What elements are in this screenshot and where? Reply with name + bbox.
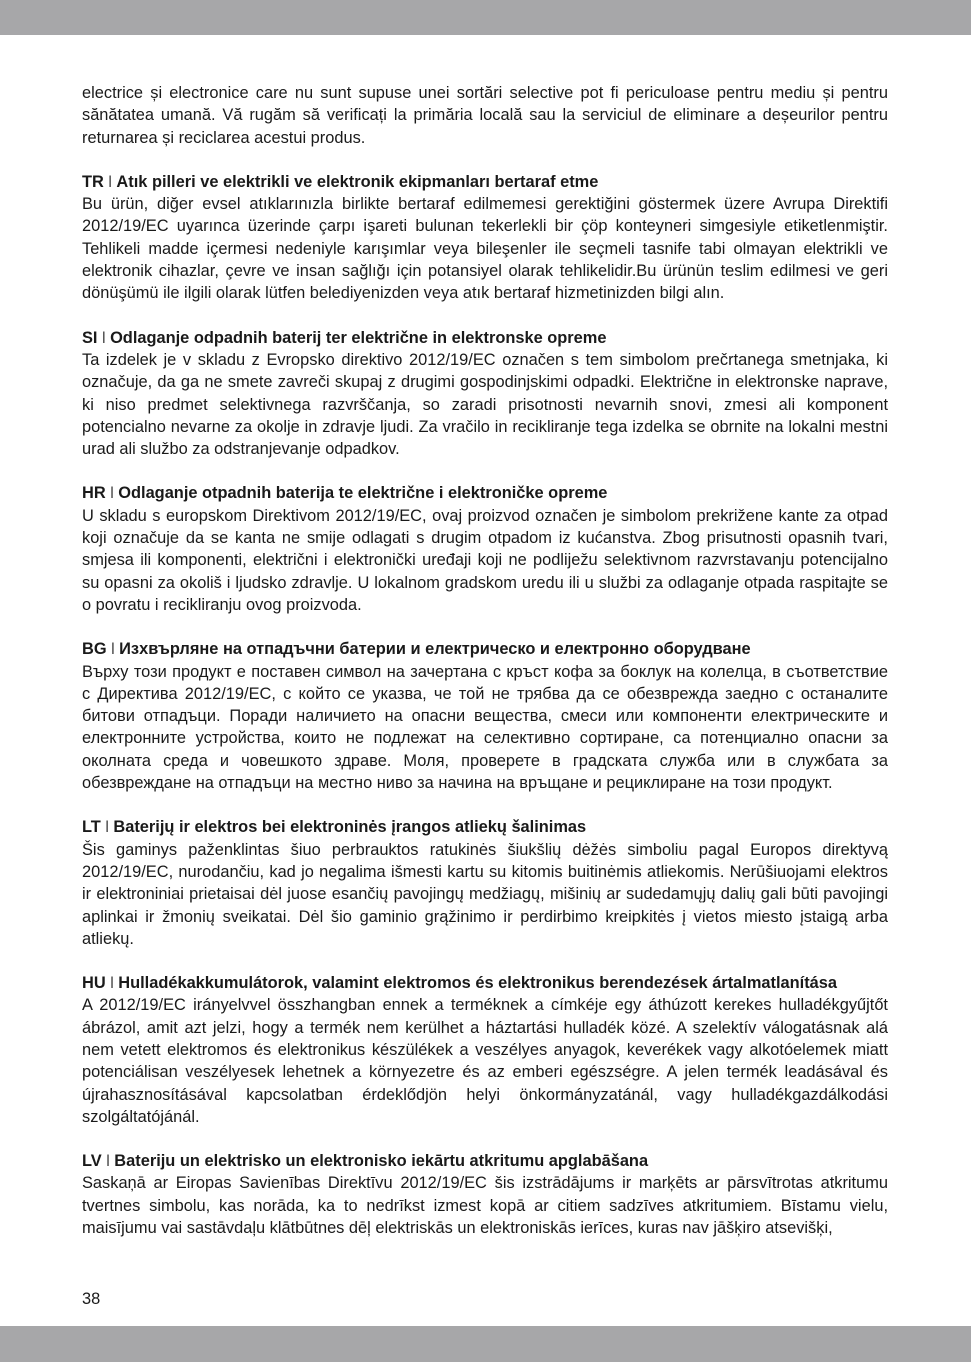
section-code: BG (82, 640, 107, 659)
section-si (82, 327, 888, 461)
section-bg (82, 638, 888, 794)
section-title (82, 816, 888, 838)
section-heading: Bateriju un elektrisko un elektronisko iekārtu atkritumu apglabāšana (114, 1152, 649, 1171)
section-code: HU (82, 974, 106, 993)
section-body: A 2012/19/EC irányelvvel összhangban ennek a terméknek a címkéje egy áthúzott kerekes hulladékgyűjtőt ábrázol, amit azt jelzi, hogy a termék nem kerülhet a háztartási hulladék közé. A szelektív válogatásnak alá nem vetett elektromos és elektronikus készülékek a veszélyes anyagok, keverékek vagy alkotóelemek miatt potenciálisan veszélyesek lehetnek a környezetre és az emberi egészségre. A jelen termék leadásával és újrahasznosításával kapcsolatban érdeklődjön helyi önkormányzatánál, vagy hulladékgazdálkodási szolgáltatójánál. (82, 996, 888, 1126)
section-title (82, 171, 888, 193)
section-code: LT (82, 818, 101, 837)
section-heading: Odlaganje odpadnih baterij ter električne in elektronske opreme (110, 328, 607, 347)
title-separator: I (104, 818, 110, 837)
section-title (82, 638, 888, 660)
section-body: Šis gaminys paženklintas šiuo perbrauktos ratukinės šiukšlių dėžės simboliu pagal Europos direktyvą 2012/19/EC, nurodančiu, kad jo negalima išmesti kartu su kitomis buitinėmis atliekomis. Nerūšiuojami elektros ir elektroniniai prietaisai dėl juose esančių pavojingų medžiagų, mišinių ar sudedamųjų dalių gali būti pavojingi aplinkai ir žmonių sveikatai. Dėl šio gaminio grąžinimo ir perdirbimo kreipkitės į vietos miesto įstaigą arba atliekų. (82, 840, 888, 948)
intro-paragraph: electrice și electronice care nu sunt supuse unei sortări selective pot fi periculoase pentru mediu și pentru sănătatea umană. Vă rugăm să verificați la primăria locală sau la serviciul de eliminare a deșeurilor pentru returnarea și reciclarea acestui produs. (82, 84, 888, 147)
title-separator: I (110, 640, 116, 659)
section-heading: Изхвърляне на отпадъчни батерии и електрическо и електронно оборудване (119, 640, 751, 659)
section-heading: Hulladékakkumulátorok, valamint elektromos és elektronikus berendezések ártalmatlanítása (118, 974, 838, 993)
section-lv (82, 1150, 888, 1239)
title-separator: I (109, 974, 115, 993)
section-body: Saskaņā ar Eiropas Savienības Direktīvu 2012/19/EC šis izstrādājums ir marķēts ar pārsvītrotas atkritumu tvertnes simbolu, kas norāda, ka to nedrīkst izmest kopā ar citiem sadzīves atkritumiem. Bīstamu vielu, maisījumu vai sastāvdaļu klātbūtnes dēļ elektriskās un elektroniskās ierīces, kuras nav jāšķiro atsevišķi, (82, 1174, 888, 1238)
title-separator: I (105, 1152, 111, 1171)
page-number: 38 (82, 1290, 101, 1308)
page-content (82, 82, 888, 1239)
section-title (82, 327, 888, 349)
section-body: U skladu s europskom Direktivom 2012/19/EC, ovaj proizvod označen je simbolom prekrižene kante za otpad koji označuje da se kanta ne smije odlagati s drugim otpadom iz kućanstva. Zbog prisutnosti opasnih tvari, smjesa ili komponenti, električni i elektronički uređaji koji ne podliježu selektivnom razvrstavanju potencijalno su opasni za okoliš i ljudsko zdravlje. U lokalnom gradskom uredu ili u službi za odlaganje otpada raspitajte se o povratu i recikliranju ovog proizvoda. (82, 506, 888, 614)
section-heading: Baterijų ir elektros bei elektroninės įrangos atliekų šalinimas (113, 818, 587, 837)
section-title (82, 482, 888, 504)
section-hr (82, 482, 888, 616)
section-title (82, 972, 888, 994)
section-code: HR (82, 484, 106, 503)
section-code: LV (82, 1152, 102, 1171)
title-separator: I (109, 484, 115, 503)
section-body: Върху този продукт е поставен символ на зачертана с кръст кофа за боклук на колелца, в съответствие с Директива 2012/19/EC, с който се указва, че той не трябва да се обезврежда заедно с останалите битови отпадъци. Поради наличието на опасни вещества, смеси или компоненти електрическите и електронните устройства, които не подлежат на селективно сортиране, са потенциално опасни за околната среда и човешкото здраве. Моля, проверете в градската служба или в службата за обезвреждане на отпадъци на местно ниво за начина на връщане и рециклиране на този продукт. (82, 662, 888, 793)
section-lt (82, 816, 888, 950)
title-separator: I (107, 172, 113, 191)
section-tr (82, 171, 888, 305)
section-code: TR (82, 172, 104, 191)
title-separator: I (101, 328, 107, 347)
section-title (82, 1150, 888, 1172)
section-heading: Odlaganje otpadnih baterija te električne i elektroničke opreme (118, 484, 608, 503)
bottom-bar (0, 1326, 971, 1362)
section-body: Ta izdelek je v skladu z Evropsko direktivo 2012/19/EC označen s tem simbolom prečrtanega smetnjaka, ki označuje, da ga ne smete zavreči skupaj z drugimi gospodinjskimi odpadki. Električne in elektronske naprave, ki niso predmet selektivnega razvrščanja, so zaradi prisotnosti nevarnih snovi, zmesi ali komponent potencialno nevarne za okolje in zdravje ljudi. Za vračilo in recikliranje tega izdelka se obrnite na lokalni mestni urad ali službo za odstranjevanje odpadkov. (82, 350, 888, 459)
section-heading: Atık pilleri ve elektrikli ve elektronik ekipmanları bertaraf etme (116, 172, 599, 191)
top-bar (0, 0, 971, 35)
section-body: Bu ürün, diğer evsel atıklarınızla birlikte bertaraf edilmemesi gerektiğini göstermek üzere Avrupa Direktifi 2012/19/EC uyarınca üzerinde çarpı işareti bulunan tekerlekli bir çöp konteyneri simgesiyle etiketlenmiştir. Tehlikeli madde içermesi nedeniyle karışımlar veya bileşenler ile seçmeli tasnife tabi olmayan elektrikli ve elektronik cihazlar, çevre ve insan sağlığı için potansiyel olarak tehlikelidir.Bu ürünün teslim edilmesi ve geri dönüşümü ile ilgili olarak lütfen belediyenizden veya atık bertaraf hizmetinizden bilgi alın. (82, 195, 888, 303)
section-hu (82, 972, 888, 1128)
section-code: SI (82, 328, 98, 347)
